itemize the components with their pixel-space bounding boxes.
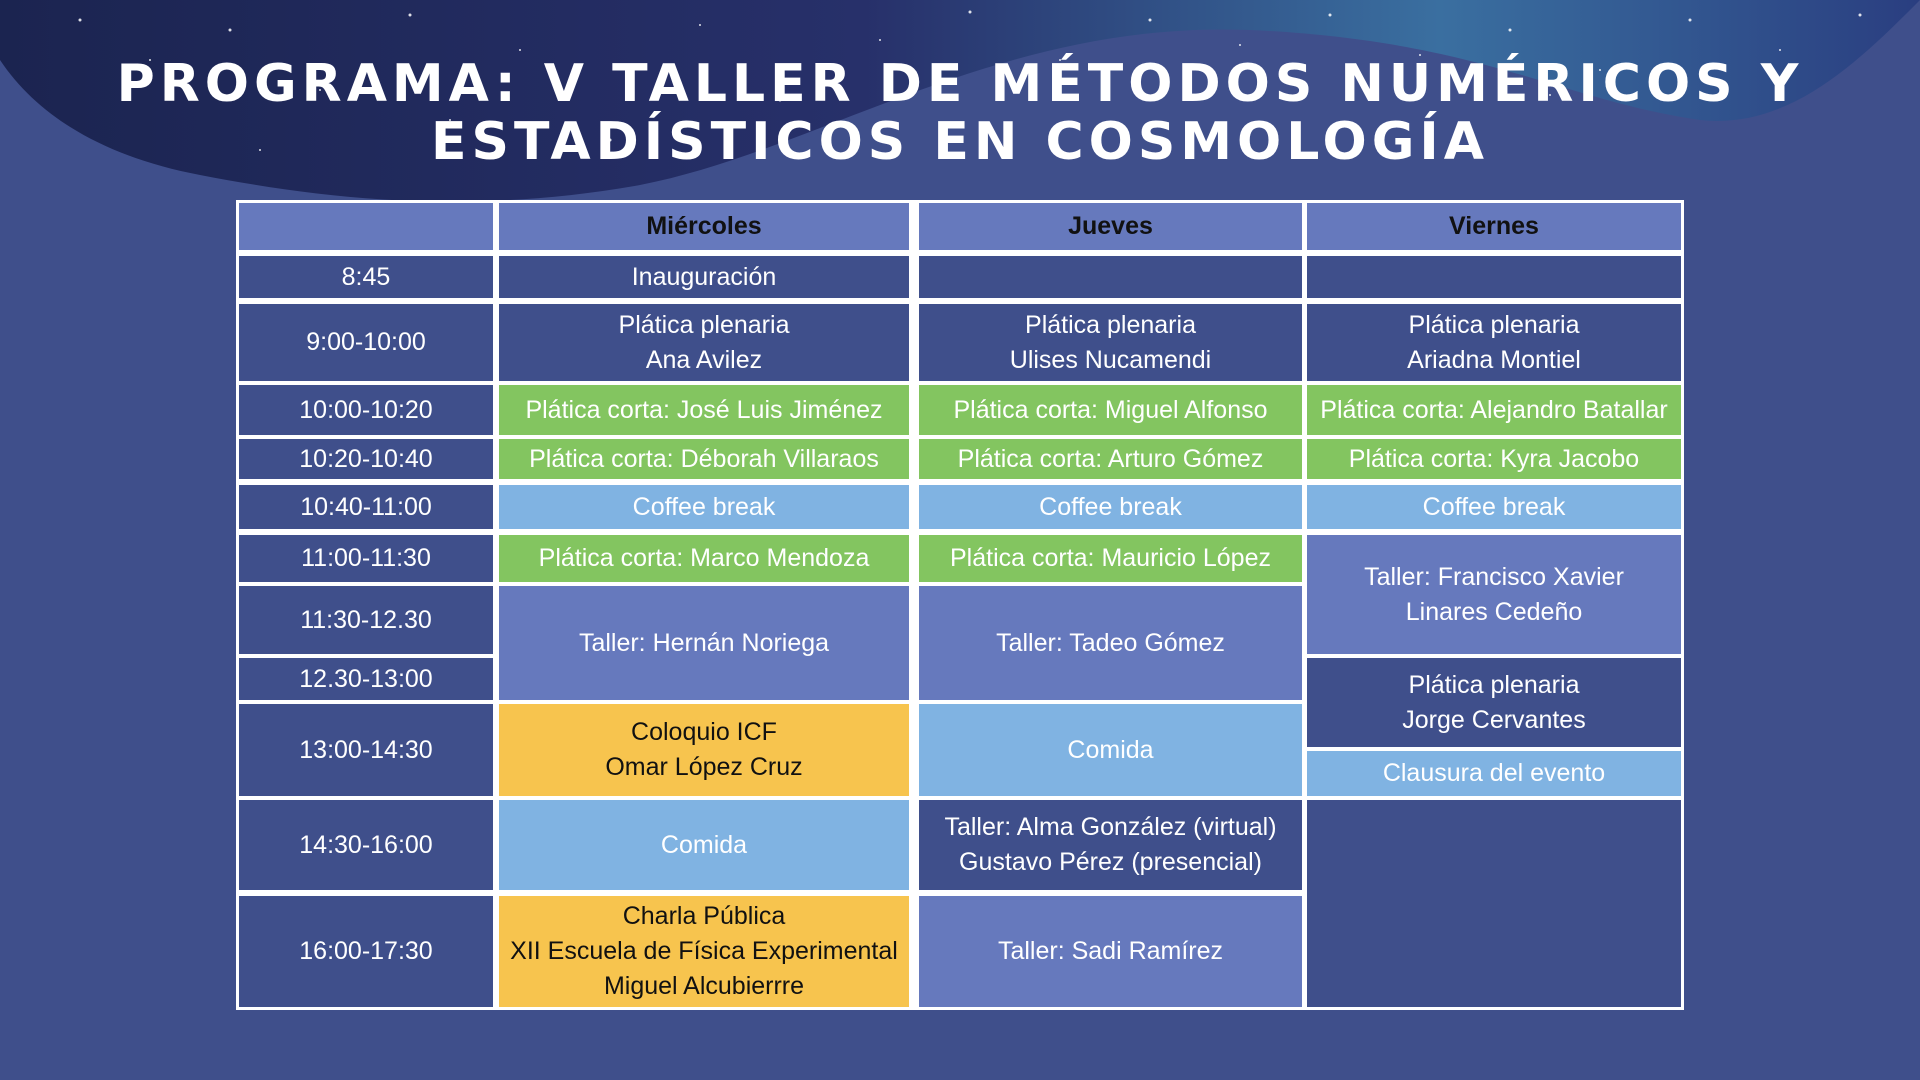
event-comida: Comida xyxy=(919,704,1302,796)
event-plenaria: Plática plenaria Ariadna Montiel xyxy=(1307,304,1681,381)
header-viernes: Viernes xyxy=(1307,203,1681,250)
time-slot: 8:45 xyxy=(239,256,493,298)
time-slot: 9:00-10:00 xyxy=(239,304,493,381)
event-platica-corta: Plática corta: Marco Mendoza xyxy=(499,535,909,582)
event-plenaria: Plática plenaria Jorge Cervantes xyxy=(1307,658,1681,747)
event-platica-corta: Plática corta: Mauricio López xyxy=(919,535,1302,582)
time-slot: 16:00-17:30 xyxy=(239,896,493,1007)
time-slot: 12.30-13:00 xyxy=(239,658,493,700)
event-empty xyxy=(1307,800,1681,1007)
event-taller: Taller: Hernán Noriega xyxy=(499,586,909,700)
title-line-1: PROGRAMA: V TALLER DE MÉTODOS NUMÉRICOS Y xyxy=(116,54,1804,114)
time-slot: 11:30-12.30 xyxy=(239,586,493,654)
event-inauguracion: Inauguración xyxy=(499,256,909,298)
event-coffee-break: Coffee break xyxy=(1307,485,1681,529)
time-slot: 14:30-16:00 xyxy=(239,800,493,890)
schedule-table xyxy=(236,200,1684,1010)
header-miercoles: Miércoles xyxy=(499,203,909,250)
event-empty xyxy=(919,256,1302,298)
page-title xyxy=(0,55,1920,171)
event-platica-corta: Plática corta: Arturo Gómez xyxy=(919,439,1302,479)
event-platica-corta: Plática corta: Kyra Jacobo xyxy=(1307,439,1681,479)
time-slot: 10:00-10:20 xyxy=(239,385,493,435)
event-coffee-break: Coffee break xyxy=(499,485,909,529)
event-coloquio: Coloquio ICF Omar López Cruz xyxy=(499,704,909,796)
time-slot: 11:00-11:30 xyxy=(239,535,493,582)
event-taller: Taller: Francisco Xavier Linares Cedeño xyxy=(1307,535,1681,654)
time-slot: 10:20-10:40 xyxy=(239,439,493,479)
event-empty xyxy=(1307,256,1681,298)
event-platica-corta: Plática corta: Déborah Villaraos xyxy=(499,439,909,479)
event-comida: Comida xyxy=(499,800,909,890)
event-platica-corta: Plática corta: Alejandro Batallar xyxy=(1307,385,1681,435)
time-slot: 10:40-11:00 xyxy=(239,485,493,529)
event-platica-corta: Plática corta: José Luis Jiménez xyxy=(499,385,909,435)
header-corner xyxy=(239,203,493,250)
event-taller: Taller: Alma González (virtual) Gustavo Pérez (presencial) xyxy=(919,800,1302,890)
event-clausura: Clausura del evento xyxy=(1307,751,1681,796)
header-jueves: Jueves xyxy=(919,203,1302,250)
event-coffee-break: Coffee break xyxy=(919,485,1302,529)
event-taller: Taller: Tadeo Gómez xyxy=(919,586,1302,700)
title-line-2: ESTADÍSTICOS EN COSMOLOGÍA xyxy=(430,112,1490,172)
time-slot: 13:00-14:30 xyxy=(239,704,493,796)
event-plenaria: Plática plenaria Ulises Nucamendi xyxy=(919,304,1302,381)
event-taller: Taller: Sadi Ramírez xyxy=(919,896,1302,1007)
event-platica-corta: Plática corta: Miguel Alfonso xyxy=(919,385,1302,435)
event-charla-publica: Charla Pública XII Escuela de Física Experimental Miguel Alcubierrre xyxy=(499,896,909,1007)
event-plenaria: Plática plenaria Ana Avilez xyxy=(499,304,909,381)
